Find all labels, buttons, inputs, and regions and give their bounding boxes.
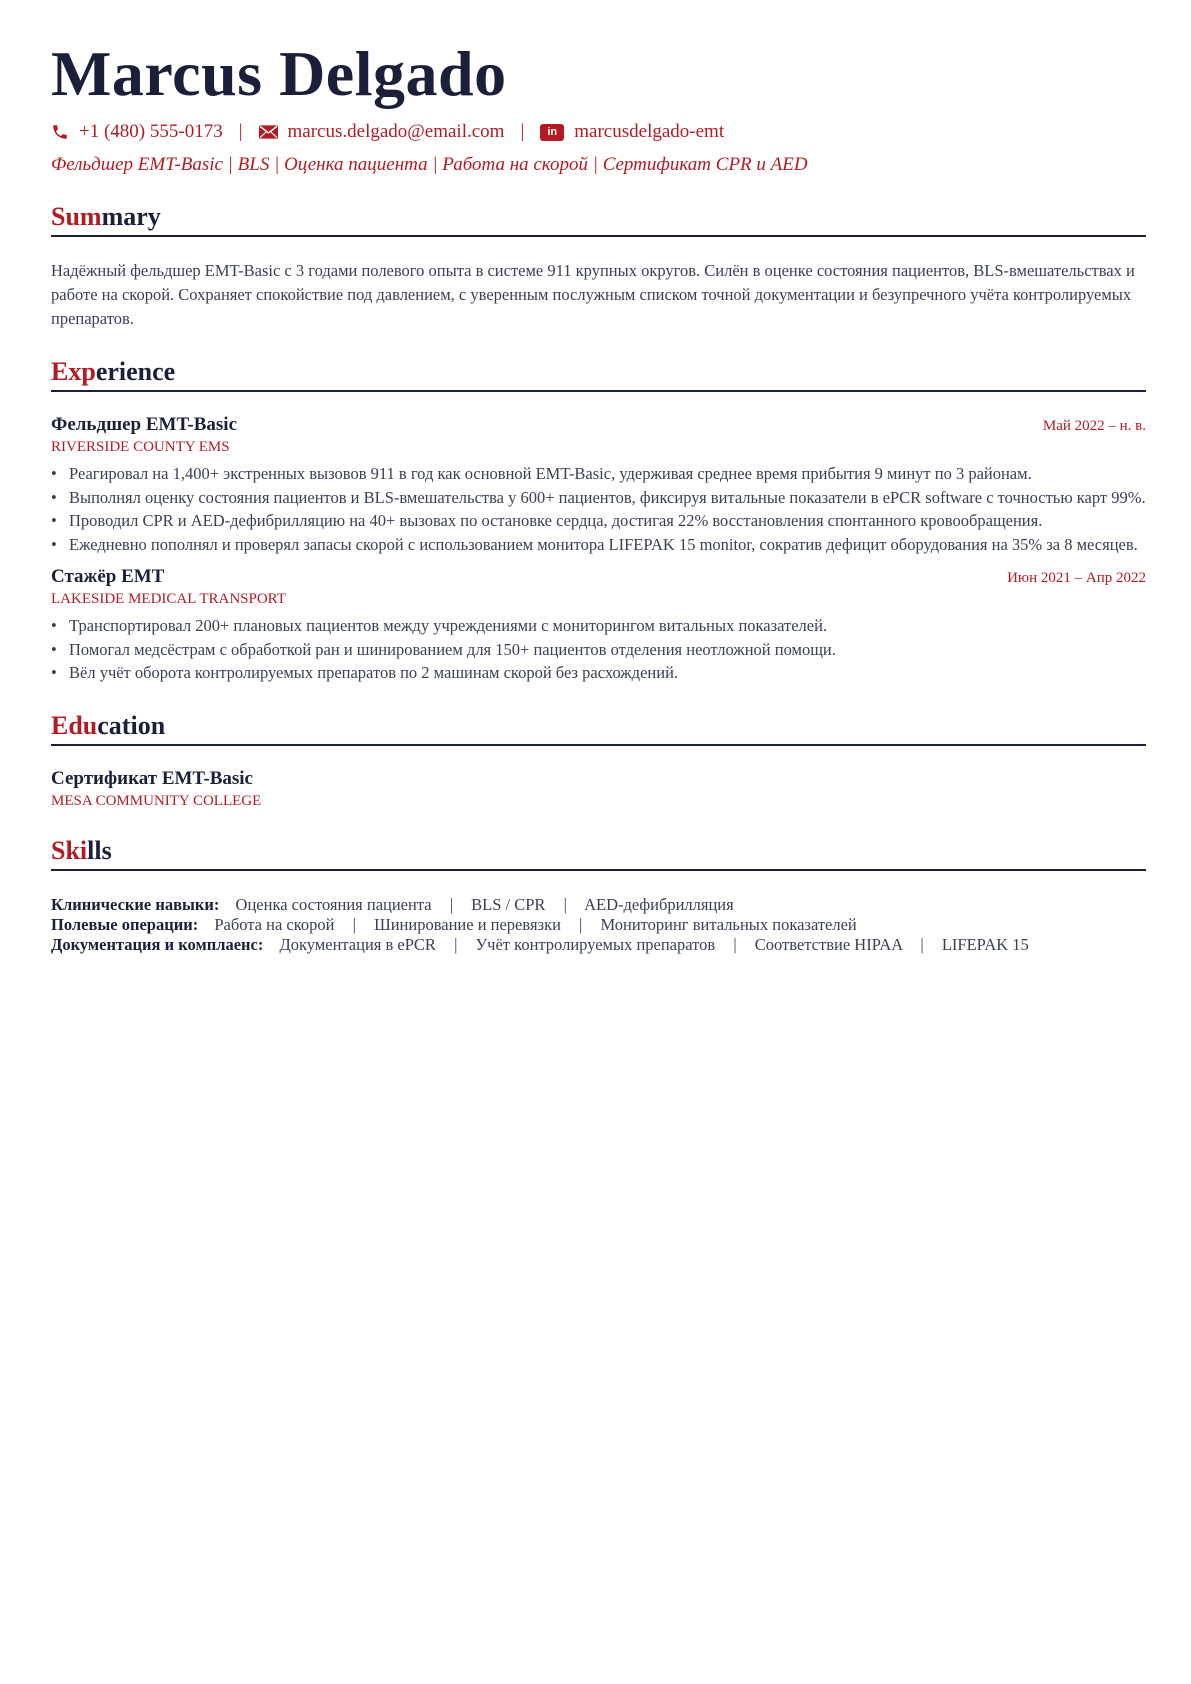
- linkedin-contact[interactable]: [540, 121, 724, 143]
- skills-section: [51, 836, 1146, 955]
- section-heading: [51, 711, 1146, 746]
- candidate-name: [51, 38, 1146, 110]
- skill-separator: |: [352, 914, 356, 934]
- skill-item: Учёт контролируемых препаратов: [475, 934, 716, 954]
- bullet-item: • Выполнял оценку состояния пациентов и BLS-вмешательства у 600+ пациентов, фиксируя витальные показатели в ePCR software с точностью карт 99%.: [69, 486, 1146, 510]
- heading-rest: erience: [95, 357, 176, 386]
- skill-item: Оценка состояния пациента: [235, 894, 432, 914]
- degree-title: Сертификат EMT-Basic: [51, 767, 253, 789]
- job-header: [51, 414, 1146, 436]
- skill-category-label: Полевые операции:: [51, 914, 199, 934]
- contact-separator: |: [520, 121, 525, 142]
- skill-item: Работа на скорой: [214, 914, 335, 934]
- job-bullets: [51, 462, 1146, 556]
- skill-item: Документация в ePCR: [279, 934, 436, 954]
- skill-category-label: Клинические навыки:: [51, 894, 220, 914]
- linkedin-icon: in: [540, 124, 564, 141]
- skill-row: [51, 935, 1146, 955]
- bullet-item: • Проводил CPR и AED-дефибрилляцию на 40+ вызовах по остановке сердца, достигая 22% восстановления спонтанного кровообращения.: [69, 509, 1146, 533]
- first-name: Marcus: [51, 38, 263, 109]
- heading-accent: Ski: [51, 835, 88, 865]
- tagline: Фельдшер EMT-Basic | BLS | Оценка пациента | Работа на скорой | Сертификат CPR и AED: [51, 154, 808, 175]
- envelope-icon: [259, 125, 278, 139]
- skills-list: [51, 895, 1146, 955]
- resume-page: [51, 38, 1146, 955]
- skill-separator: |: [920, 934, 924, 954]
- skill-item: BLS / CPR: [471, 894, 546, 914]
- contact-separator: |: [238, 121, 243, 142]
- section-heading: [51, 836, 1146, 871]
- bullet-item: • Вёл учёт оборота контролируемых препаратов по 2 машинам скорой без расхождений.: [69, 661, 1146, 685]
- bullet-item: • Транспортировал 200+ плановых пациентов между учреждениями с мониторингом витальных показателей.: [69, 614, 1146, 638]
- section-heading: [51, 202, 1146, 237]
- summary-text: Надёжный фельдшер EMT-Basic с 3 годами полевого опыта в системе 911 крупных округов. Силён в оценке состояния пациентов, BLS-вмешательствах и работе на скорой. Сохраняет спокойствие под давлением, с уверенным послужным списком точной документации и безупречного учёта контролируемых препаратов.: [51, 261, 1135, 328]
- school-name: MESA COMMUNITY COLLEGE: [51, 792, 262, 809]
- job-title: Стажёр EMT: [51, 566, 165, 587]
- heading-accent: Exp: [51, 357, 96, 386]
- skill-separator: |: [579, 914, 583, 934]
- job-bullets: [51, 614, 1146, 685]
- phone-number: +1 (480) 555-0173: [79, 121, 223, 142]
- skill-row: [51, 915, 1146, 935]
- heading-accent: Edu: [51, 710, 98, 740]
- job-entry: [51, 566, 1146, 685]
- bullet-item: • Ежедневно пополнял и проверял запасы скорой с использованием монитора LIFEPAK 15 monitor, сократив дефицит оборудования на 35% за 8 месяцев.: [69, 533, 1146, 557]
- bullet-item: • Помогал медсёстрам с обработкой ран и шинированием для 150+ пациентов отделения неотложной помощи.: [69, 638, 1146, 662]
- bullet-item: • Реагировал на 1,400+ экстренных вызовов 911 в год как основной EMT-Basic, удерживая среднее время прибытия 9 минут по 3 районам.: [69, 462, 1146, 486]
- job-date: Июн 2021 – Апр 2022: [1007, 570, 1146, 586]
- phone-icon: [51, 123, 69, 141]
- education-entry: [51, 768, 1146, 810]
- summary-section: [51, 202, 1146, 331]
- education-section: [51, 711, 1146, 810]
- email-contact[interactable]: [259, 121, 505, 143]
- skill-row: [51, 895, 1146, 915]
- job-title: Фельдшер EMT-Basic: [51, 414, 238, 435]
- email-address: marcus.delgado@email.com: [287, 121, 505, 142]
- heading-accent: Sum: [51, 202, 102, 231]
- contact-line: [51, 118, 1146, 146]
- skill-separator: |: [454, 934, 458, 954]
- last-name: Delgado: [279, 38, 507, 109]
- experience-section: [51, 357, 1146, 685]
- job-entry: [51, 414, 1146, 556]
- heading-rest: lls: [87, 835, 112, 865]
- skill-separator: |: [563, 894, 567, 914]
- skill-separator: |: [449, 894, 454, 914]
- skill-item: AED-дефибрилляция: [584, 894, 734, 914]
- skill-item: Мониторинг витальных показателей: [600, 914, 857, 934]
- skill-item: LIFEPAK 15: [941, 934, 1029, 954]
- linkedin-handle: marcusdelgado-emt: [574, 121, 725, 142]
- heading-rest: cation: [97, 710, 166, 740]
- job-company: RIVERSIDE COUNTY EMS: [51, 439, 230, 455]
- phone-contact[interactable]: [51, 121, 223, 143]
- skill-item: Соответствие HIPAA: [754, 934, 903, 954]
- skill-item: Шинирование и перевязки: [374, 914, 561, 934]
- job-date: Май 2022 – н. в.: [1042, 418, 1146, 434]
- skill-category-label: Документация и комплаенс:: [51, 934, 264, 954]
- section-heading: [51, 357, 1146, 392]
- skill-separator: |: [733, 934, 737, 954]
- job-header: [51, 566, 1146, 588]
- heading-rest: mary: [101, 202, 161, 231]
- job-company: LAKESIDE MEDICAL TRANSPORT: [51, 591, 286, 607]
